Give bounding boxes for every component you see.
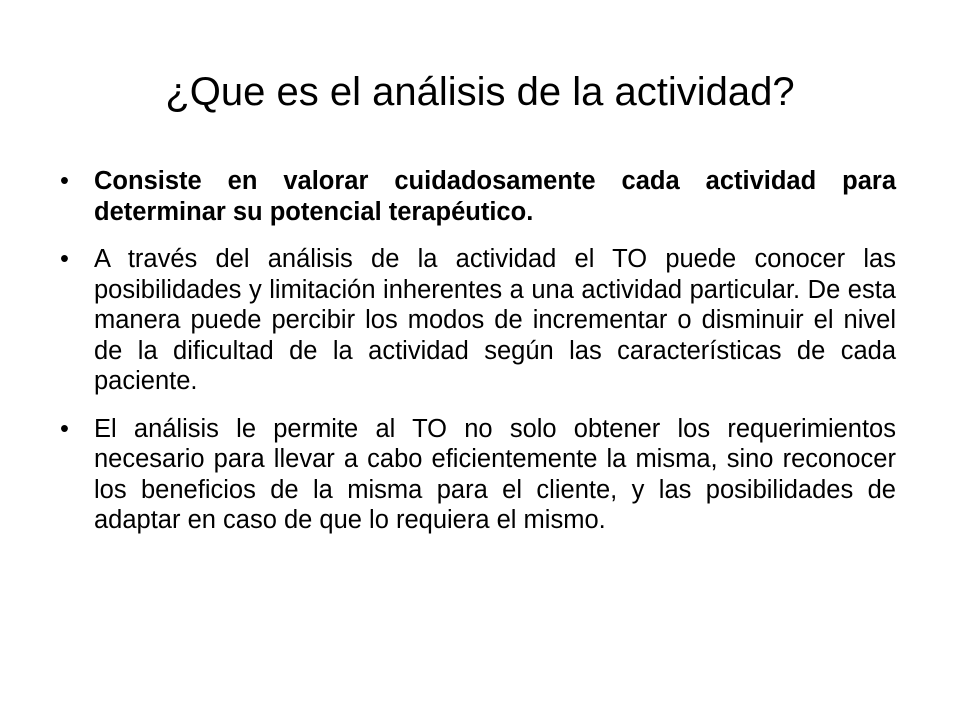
bullet-item-definition — [60, 166, 896, 227]
bullet-item-possibilities — [60, 244, 896, 397]
bullet-icon: • — [60, 414, 69, 443]
bullet-icon: • — [60, 245, 69, 273]
bullet-item-benefits — [60, 414, 896, 536]
slide-title: ¿Que es el análisis de la actividad? — [165, 70, 795, 114]
bullet-text: A través del análisis de la actividad el TO puede conocer las posibilidades y limitación inherentes a una actividad particular. De esta manera puede percibir los modos de incrementar o disminuir el nivel de la dificultad de la actividad según las características de cada paciente. — [94, 245, 896, 395]
bullet-icon: • — [60, 167, 69, 195]
bullet-text: Consiste en valorar cuidadosamente cada actividad para determinar su potencial terapéutico. — [94, 167, 896, 226]
bullet-text: El análisis le permite al TO no solo obtener los requerimientos necesario para llevar a cabo eficientemente la misma, sino reconocer los beneficios de la misma para el cliente, y las posibilidades de adaptar en caso de que lo requiera el mismo. — [94, 414, 896, 534]
bullet-list — [60, 166, 896, 553]
